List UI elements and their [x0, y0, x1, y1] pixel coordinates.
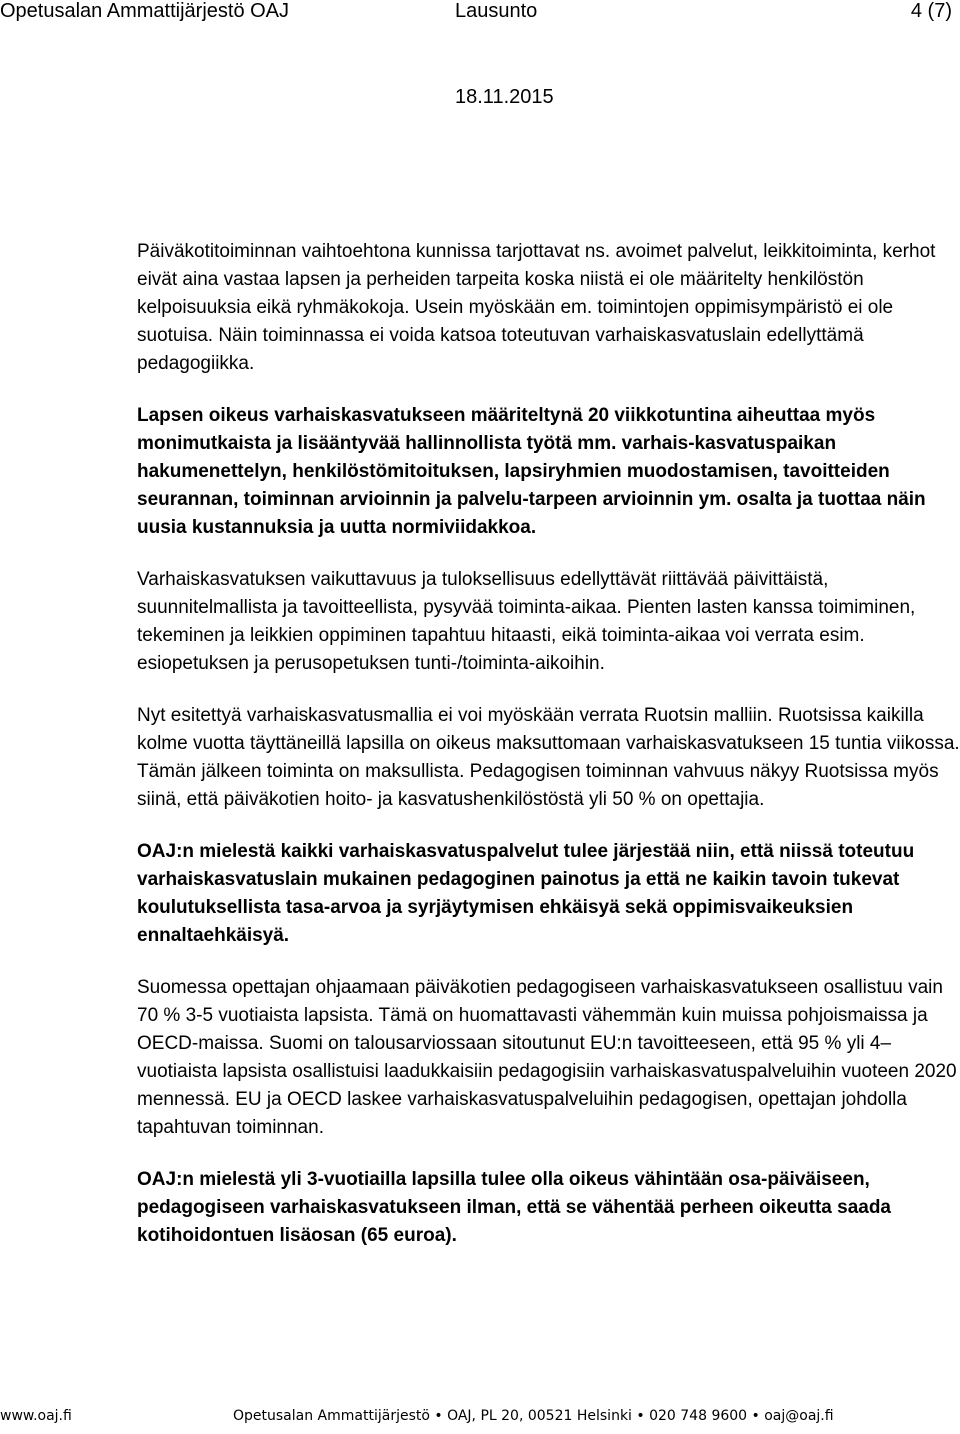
header-page-number: 4 (7)	[910, 0, 952, 22]
paragraph-right-to-ecec: Lapsen oikeus varhaiskasvatukseen määriteltynä 20 viikkotuntina aiheuttaa myös monimutkaista ja lisääntyvää hallinnollista työtä mm. varhais-kasvatuspaikan hakumenettelyn, henkilöstömitoituksen, lapsiryhmien muodostamisen, tavoitteiden seurannan, toiminnan arvioinnin ja palvelu-tarpeen arvioinnin ym. osalta ja tuottaa näin uusia kustannuksia ja uutta normiviidakkoa.	[137, 405, 926, 538]
paragraph-sweden-comparison: Nyt esitettyä varhaiskasvatusmallia ei voi myöskään verrata Ruotsin malliin. Ruotsissa kaikilla kolme vuotta täyttäneillä lapsilla on oikeus maksuttomaan varhaiskasvatukseen 15 tuntia viikossa. Tämän jälkeen toiminta on maksullista. Pedagogisen toiminnan vahvuus näkyy Ruotsissa myös siinä, että päiväkotien hoito- ja kasvatushenkilöstöstä yli 50 % on opettajia.	[137, 705, 960, 810]
footer-contact-info: Opetusalan Ammattijärjestö • OAJ, PL 20, 00521 Helsinki • 020 748 9600 • oaj@oaj.fi	[233, 1408, 834, 1424]
page-header	[0, 0, 960, 40]
paragraph-oaj-opinion-services: OAJ:n mielestä kaikki varhaiskasvatuspalvelut tulee järjestää niin, että niissä toteutuu varhaiskasvatuslain mukainen pedagoginen painotus ja että ne kaikin tavoin tukevat koulutuksellista tasa-arvoa ja syrjäytymisen ehkäisyä sekä oppimisvaikeuksien ennaltaehkäisyä.	[137, 841, 915, 946]
paragraph-oaj-opinion-over-3: OAJ:n mielestä yli 3-vuotiailla lapsilla tulee olla oikeus vähintään osa-päiväiseen, pedagogiseen varhaiskasvatukseen ilman, että se vähentää perheen oikeutta saada kotihoidontuen lisäosan (65 euroa).	[137, 1169, 891, 1246]
footer-website-link[interactable]: www.oaj.fi	[0, 1408, 72, 1424]
header-document-type: Lausunto	[455, 0, 538, 22]
header-organization: Opetusalan Ammattijärjestö OAJ	[0, 0, 290, 22]
paragraph-participation-rates: Suomessa opettajan ohjaamaan päiväkotien pedagogiseen varhaiskasvatukseen osallistuu vain 70 % 3-5 vuotiaista lapsista. Tämä on huomattavasti vähemmän kuin muissa pohjoismaissa ja OECD-maissa. Suomi on talousarviossaan sitoutunut EU:n tavoitteeseen, että 95 % yli 4–vuotiaista lapsista osallistuisi laadukkaisiin pedagogisiin varhaiskasvatuspalveluihin vuoteen 2020 mennessä. EU ja OECD laskee varhaiskasvatuspalveluihin pedagogisen, opettajan johdolla tapahtuvan toiminnan.	[137, 977, 957, 1138]
paragraph-open-services: Päiväkotitoiminnan vaihtoehtona kunnissa tarjottavat ns. avoimet palvelut, leikkitoiminta, kerhot eivät aina vastaa lapsen ja perheiden tarpeita koska niistä ei ole määritelty henkilöstön kelpoisuuksia eikä ryhmäkokoja. Usein myöskään em. toimintojen oppimisympäristö ei ole suotuisa. Näin toiminnassa ei voida katsoa toteutuvan varhaiskasvatuslain edellyttämä pedagogiikka.	[137, 241, 936, 374]
document-body	[137, 238, 960, 1274]
header-date: 18.11.2015	[455, 86, 554, 108]
paragraph-effectiveness: Varhaiskasvatuksen vaikuttavuus ja tuloksellisuus edellyttävät riittävää päivittäistä, suunnitelmallista ja tavoitteellista, pysyvää toiminta-aikaa. Pienten lasten kanssa toimiminen, tekeminen ja leikkien oppiminen tapahtuu hitaasti, eikä toiminta-aikaa voi verrata esim. esiopetuksen ja perusopetuksen tunti-/toiminta-aikoihin.	[137, 569, 916, 674]
